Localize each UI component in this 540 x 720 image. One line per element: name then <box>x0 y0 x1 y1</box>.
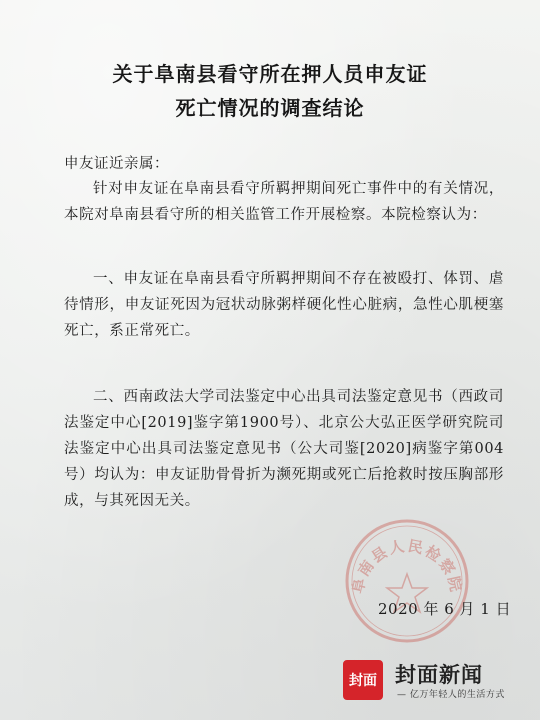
paragraph-finding-two: 二、西南政法大学司法鉴定中心出具司法鉴定意见书（西政司法鉴定中心[2019]鉴字第1900号）、北京公大弘正医学研究院司法鉴定中心出具司法鉴定意见书（公大司鉴[2020]病鉴字第004号）均认为：申友证肋骨骨折为濒死期或死亡后抢救时按压胸部形成，与其死因无关。 <box>64 389 504 509</box>
cover-news-name: 封面新闻 <box>395 663 483 687</box>
svg-text:阜南县人民检察院 <box>349 537 466 595</box>
paragraph-finding-one: 一、申友证在阜南县看守所羁押期间不存在被殴打、体罚、虐待情形，申友证死因为冠状动脉粥样硬化性心脏病，急性心肌梗塞死亡，系正常死亡。 <box>64 271 504 339</box>
paragraph-intro: 针对申友证在阜南县看守所羁押期间死亡事件中的有关情况，本院对阜南县看守所的相关监管工作开展检察。本院检察认为： <box>64 181 504 223</box>
document-date: 2020 年 6 月 1 日 <box>378 600 512 618</box>
cover-news-logo-icon: 封面 <box>343 660 383 700</box>
salutation: 申友证近亲属： <box>64 156 169 172</box>
seal-text: 阜南县人民检察院 <box>348 536 466 596</box>
document-title-line2: 死亡情况的调查结论 <box>175 96 365 120</box>
cover-news-watermark <box>343 654 533 706</box>
cover-news-slogan: — 亿万年轻人的生活方式 <box>397 690 505 700</box>
document-title-line1: 关于阜南县看守所在押人员申友证 <box>112 62 428 86</box>
